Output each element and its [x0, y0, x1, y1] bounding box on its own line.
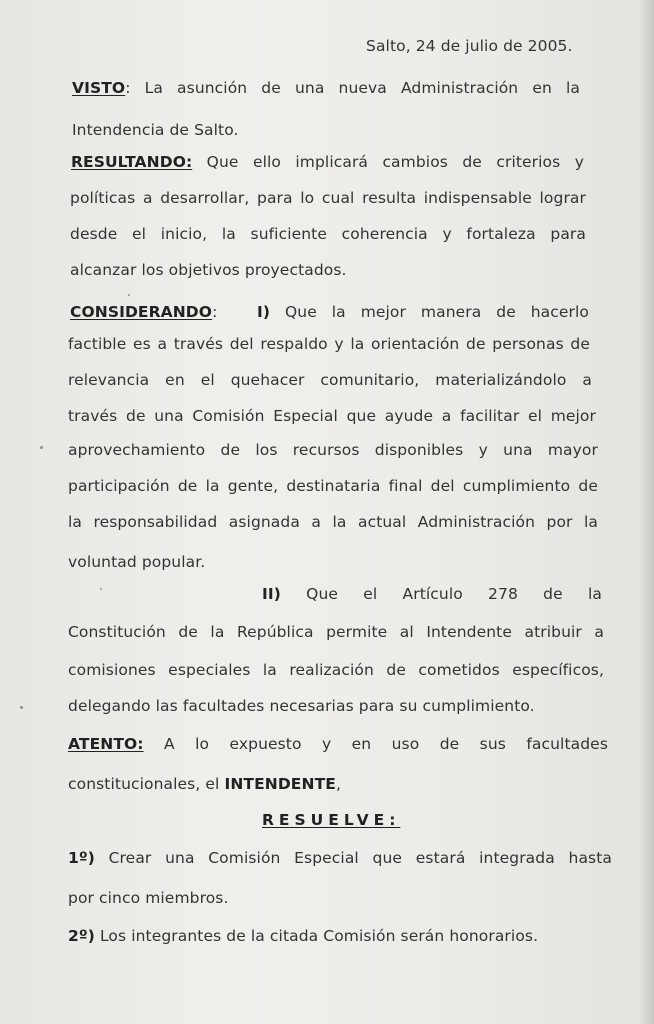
considerando-item1-line-8 — [68, 552, 205, 572]
considerando-item1-text-6: participación de la gente, destinataria final del cumplimiento de — [68, 477, 598, 495]
visto-line-2 — [72, 120, 239, 140]
resultando-text-3: desde el inicio, la suficiente coherencia y fortaleza para — [70, 225, 586, 243]
resuelve-item1-text-1: Crear una Comisión Especial que estará integrada hasta — [94, 849, 612, 867]
considerando-item1-line-3 — [68, 370, 592, 390]
resultando-text-2: políticas a desarrollar, para lo cual resulta indispensable lograr — [70, 189, 586, 207]
resuelve-item1-line-2 — [68, 888, 229, 908]
scan-speck — [100, 588, 102, 590]
considerando-item2-number: II) — [262, 585, 281, 603]
considerando-item1-text-2: factible es a través del respaldo y la orientación de personas de — [68, 335, 590, 353]
atento-label: ATENTO: — [68, 735, 144, 753]
considerando-item1-line-2 — [68, 334, 590, 354]
resuelve-item1-text-2: por cinco miembros. — [68, 889, 229, 907]
considerando-item1-line-1 — [257, 302, 589, 322]
considerando-item1-text-5: aprovechamiento de los recursos disponibles y una mayor — [68, 441, 598, 459]
resultando-text-1: Que ello implicará cambios de criterios y — [192, 153, 584, 171]
considerando-item1-text-3: relevancia en el quehacer comunitario, materializándolo a — [68, 371, 592, 389]
resuelve-item2-text-1: Los integrantes de la citada Comisión serán honorarios. — [94, 927, 539, 945]
considerando-item1-line-7 — [68, 512, 598, 532]
considerando-item1-number: I) — [257, 303, 271, 321]
considerando-colon: : — [212, 303, 218, 321]
atento-text-1: A lo expuesto y en uso de sus facultades — [143, 735, 608, 753]
visto-text-2: Intendencia de Salto. — [72, 121, 239, 139]
visto-text-1: : La asunción de una nueva Administración en la — [125, 79, 580, 97]
considerando-item2-line-1 — [262, 584, 602, 604]
resuelve-item1-number: 1º) — [68, 849, 95, 867]
resuelve-item1-line-1 — [68, 848, 612, 868]
atento-line-2 — [68, 774, 341, 794]
considerando-item2-text-2: Constitución de la República permite al Intendente atribuir a — [68, 623, 604, 641]
resultando-label: RESULTANDO: — [71, 153, 193, 171]
considerando-item1-text-8: voluntad popular. — [68, 553, 206, 571]
scan-speck — [128, 294, 130, 296]
considerando-item1-line-5 — [68, 440, 598, 460]
considerando-item2-line-4 — [68, 696, 535, 716]
considerando-item1-text-7: la responsabilidad asignada a la actual Administración por la — [68, 513, 598, 531]
considerando-item1-line-6 — [68, 476, 598, 496]
resultando-line-1 — [71, 152, 584, 172]
atento-line-1 — [68, 734, 608, 754]
considerando-item2-text-3: comisiones especiales la realización de cometidos específicos, — [68, 661, 604, 679]
considerando-item1-text-4: través de una Comisión Especial que ayude a facilitar el mejor — [68, 407, 596, 425]
resultando-text-4: alcanzar los objetivos proyectados. — [70, 261, 347, 279]
considerando-item1-text-1: Que la mejor manera de hacerlo — [270, 303, 589, 321]
considerando-item2-text-1: Que el Artículo 278 de la — [280, 585, 602, 603]
visto-line-1 — [72, 78, 580, 98]
scan-speck — [40, 446, 43, 449]
paper-edge-shadow — [640, 0, 654, 1024]
atento-text-2-prefix: constitucionales, el — [68, 775, 225, 793]
date-line — [366, 36, 573, 56]
considerando-item2-text-4: delegando las facultades necesarias para su cumplimiento. — [68, 697, 535, 715]
considerando-item1-line-4 — [68, 406, 596, 426]
considerando-item2-line-2 — [68, 622, 604, 642]
atento-intendente: INTENDENTE — [224, 775, 336, 793]
resultando-line-3 — [70, 224, 586, 244]
resuelve-heading-line — [262, 810, 400, 830]
resuelve-item2-line-1 — [68, 926, 538, 946]
resultando-line-2 — [70, 188, 586, 208]
scan-speck — [20, 706, 23, 709]
date-text: Salto, 24 de julio de 2005. — [366, 37, 573, 55]
atento-text-2-suffix: , — [335, 775, 341, 793]
resuelve-item2-number: 2º) — [68, 927, 95, 945]
resuelve-heading: RESUELVE: — [262, 811, 401, 829]
considerando-label: CONSIDERANDO — [70, 303, 213, 321]
resultando-line-4 — [70, 260, 347, 280]
visto-label: VISTO — [72, 79, 126, 97]
considerando-label-line — [70, 302, 217, 322]
considerando-item2-line-3 — [68, 660, 604, 680]
